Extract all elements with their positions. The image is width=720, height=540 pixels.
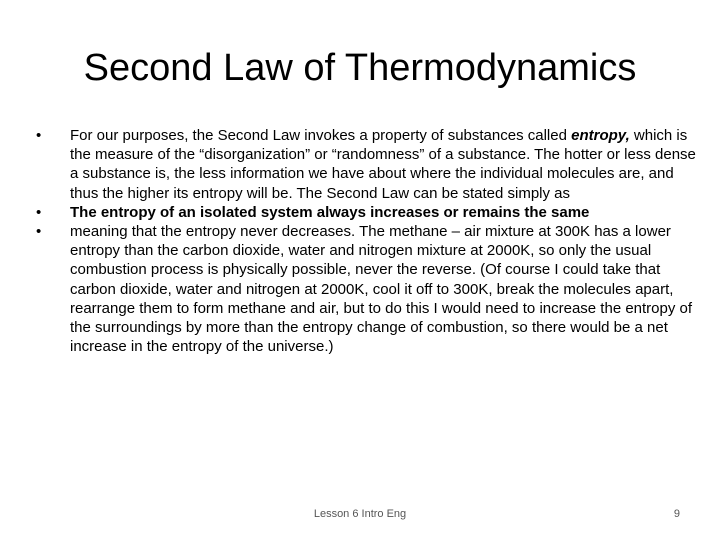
bullet-list <box>36 126 706 356</box>
bullet-text: meaning that the entropy never decreases. The methane – air mixture at 300K has a lower entropy than the carbon dioxide, water and nitrogen mixture at 2000K, so only the usual combustion process is physically possible, never the reverse. (Of course I could take that carbon dioxide, water and nitrogen at 2000K, cool it off to 300K, break the molecules apart, rearrange them to form methane and air, but to do this I would need to increase the entropy of the surroundings by more than the entropy change of combustion, so there would be a net increase in the entropy of the universe.) <box>70 223 693 356</box>
bullet-text: For our purposes, the Second Law invokes a property of substances called <box>70 127 572 144</box>
entropy-emphasis: entropy, <box>571 127 630 144</box>
bullet-marker: • <box>36 223 42 241</box>
bullet-item-3 <box>36 222 706 356</box>
bullet-item-2 <box>36 203 706 222</box>
bullet-text-bold: The entropy of an isolated system always increases or remains the same <box>70 203 590 221</box>
footer-text: Lesson 6 Intro Eng <box>313 508 407 520</box>
page-number: 9 <box>673 508 680 520</box>
slide-title: Second Law of Thermodynamics <box>83 47 637 89</box>
bullet-item-1 <box>36 126 706 203</box>
bullet-marker: • <box>36 127 42 144</box>
bullet-text-continued: which is the measure of the “disorganization” or “randomness” of a substance. The hotter or less dense a substance is, the less information we have about where the individual molecules are, and thus the higher its entropy will be. The Second Law can be stated simply as <box>70 127 696 202</box>
bullet-marker: • <box>36 203 42 221</box>
